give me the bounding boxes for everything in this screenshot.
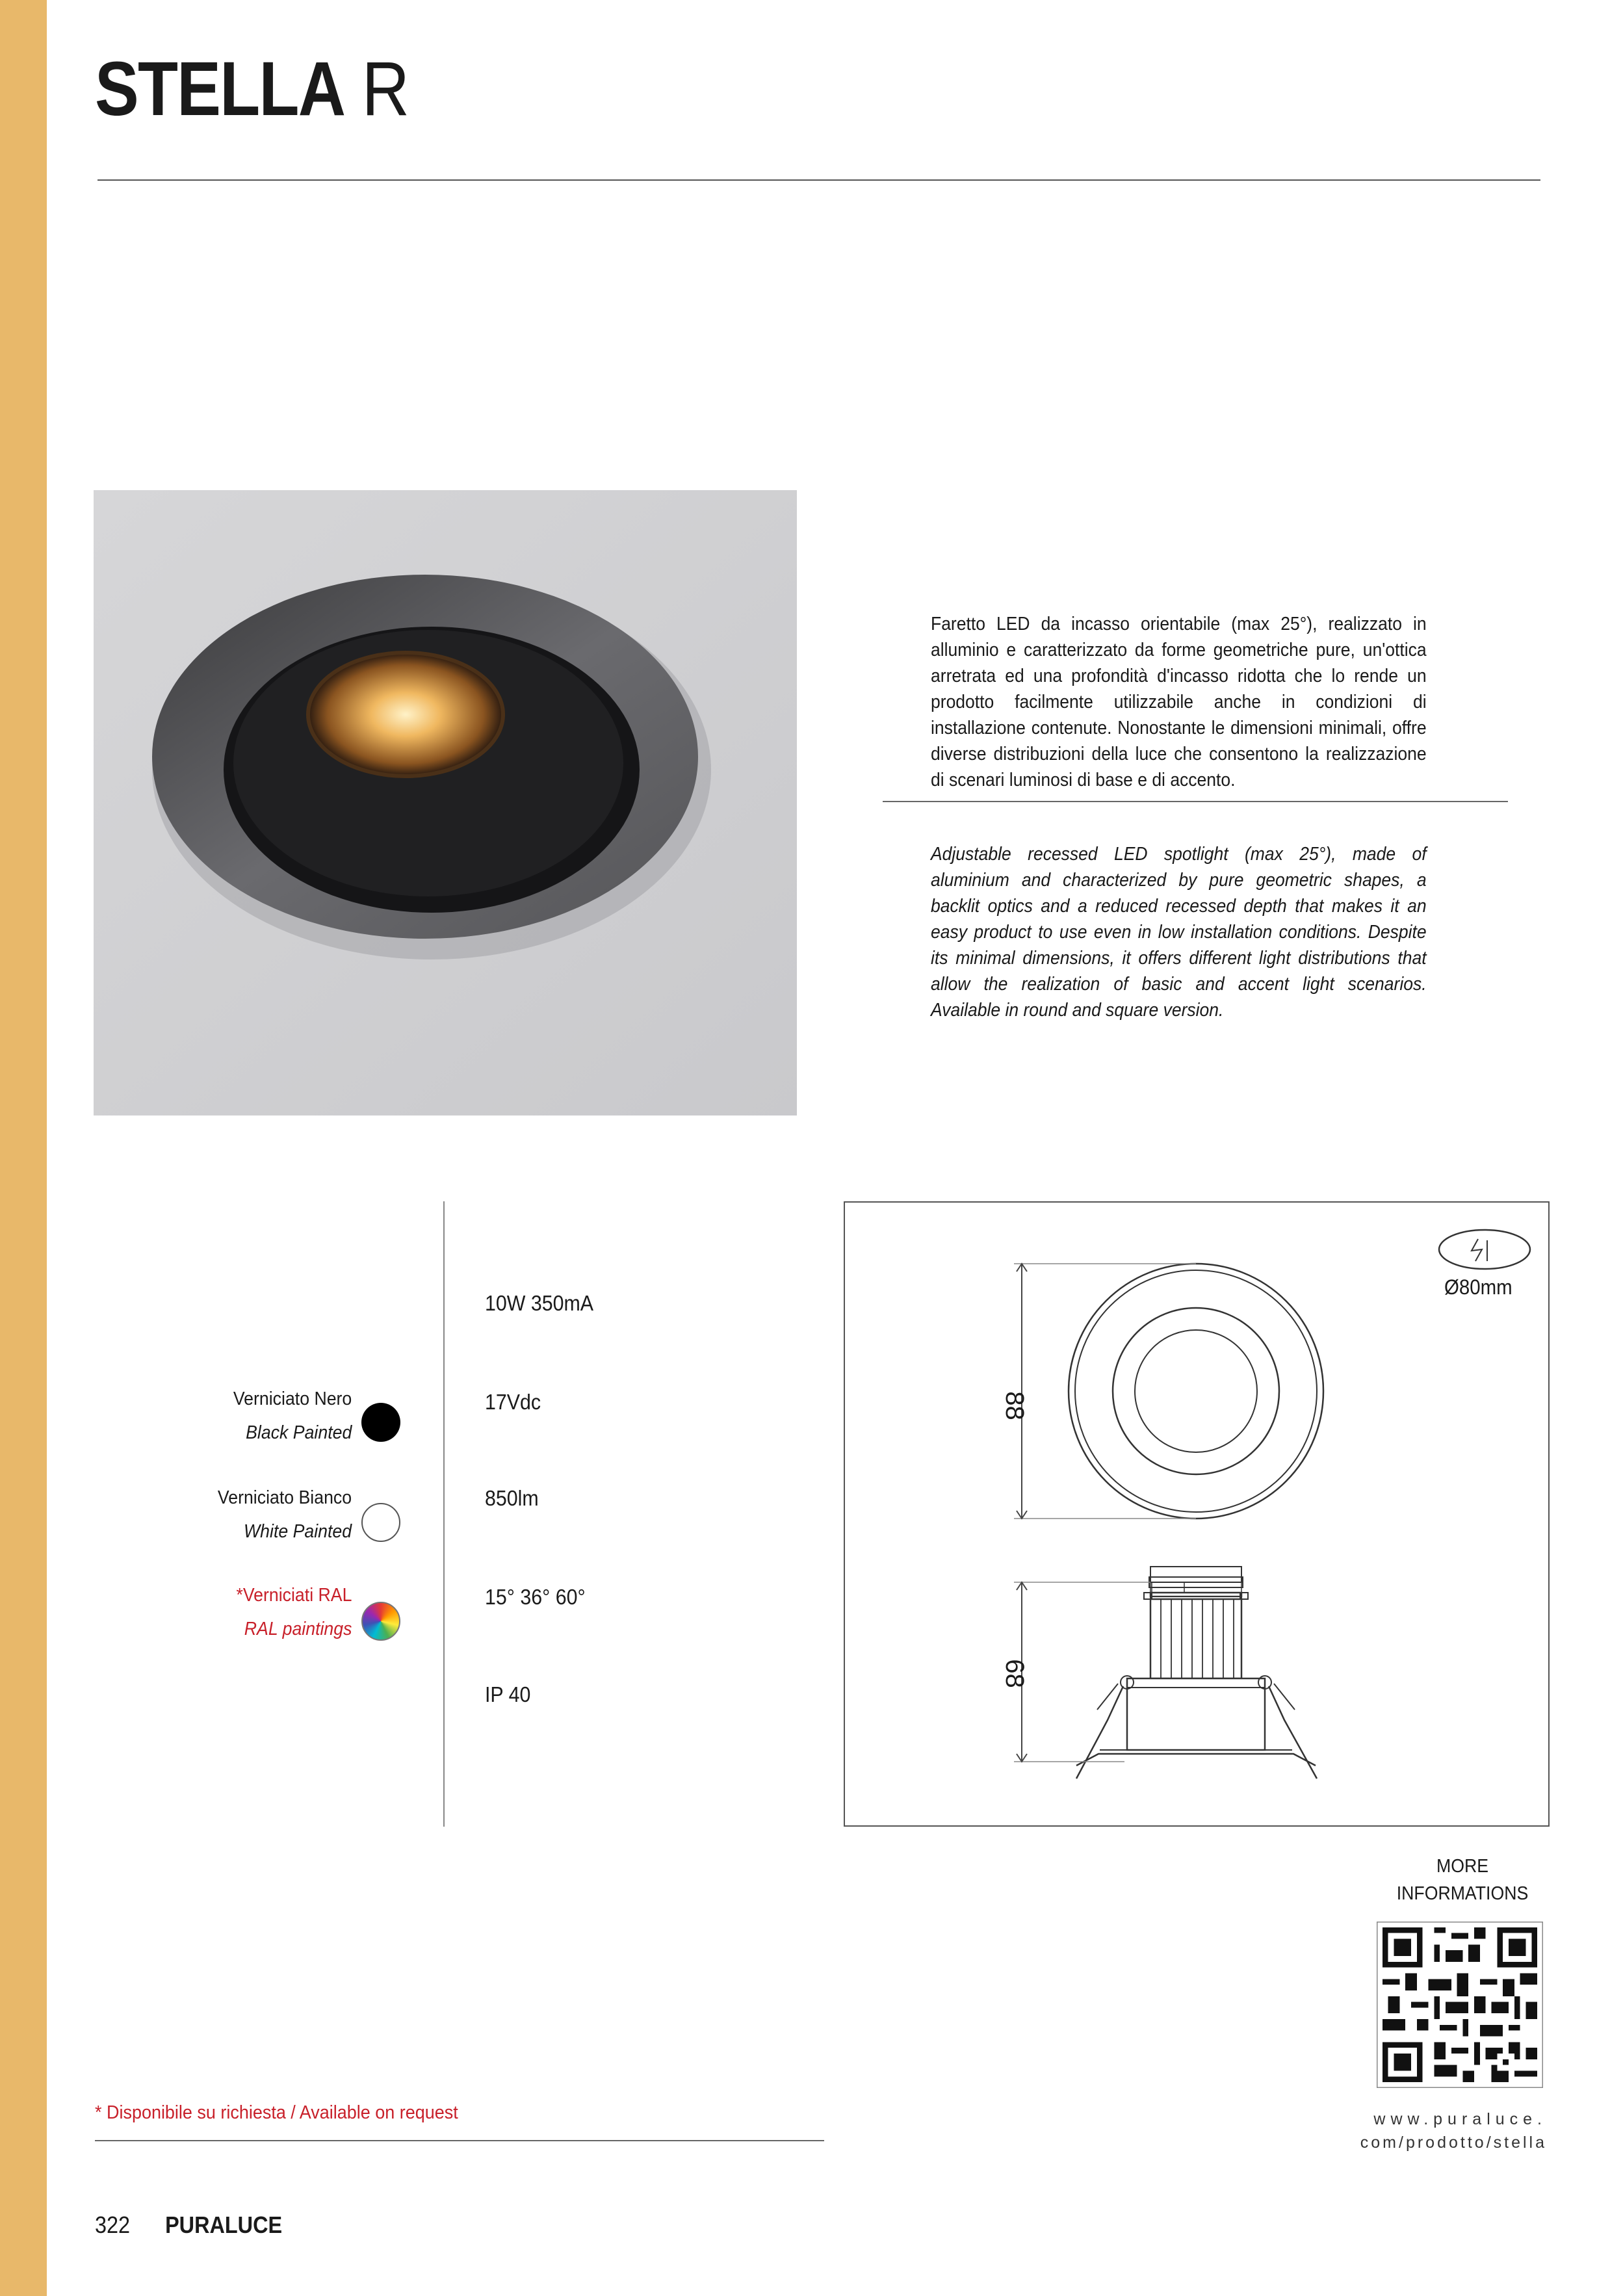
ral-swatch: [361, 1602, 400, 1641]
width-dimension: 88: [1000, 1391, 1029, 1420]
spec-lumen: 850lm: [485, 1486, 539, 1510]
spec-ip: IP 40: [485, 1682, 531, 1706]
note-divider: [95, 2140, 824, 2141]
side-color-band: [0, 0, 47, 2296]
description-italian: Faretto LED da incasso orientabile (max 25°), realizzato in alluminio e caratterizzato da forme geometriche pure, un'ottica arretrata ed una profondità d'incasso ridotta che lo rende un prodotto facilmente utilizzabile anche in condizioni di installazione contenute. Nonostante le dimensioni minimali, offre diverse distribuzioni della luce che consentono la realizzazione di scenari luminosi di base e di accento.: [931, 614, 1427, 790]
more-informations-label: [1373, 1853, 1552, 1907]
more-line-1: MORE: [1436, 1856, 1489, 1877]
spec-voltage: 17Vdc: [485, 1390, 541, 1414]
brand-name: PURALUCE: [165, 2211, 283, 2238]
page-footer: [95, 2211, 282, 2239]
recessed-cutout-icon: [1439, 1230, 1530, 1269]
finish-black-it: Verniciato Nero: [233, 1389, 352, 1409]
qr-code[interactable]: [1377, 1922, 1543, 2088]
black-swatch: [361, 1403, 400, 1442]
website-line-1: www.puraluce.: [1373, 2110, 1547, 2128]
website-line-2: com/prodotto/stella: [1360, 2133, 1547, 2152]
spec-beam: 15° 36° 60°: [485, 1585, 586, 1609]
title-light: R: [361, 46, 409, 132]
header-divider: [97, 179, 1540, 181]
finish-ral-it: *Verniciati RAL: [236, 1585, 352, 1606]
finish-black: [233, 1382, 352, 1450]
height-dimension: 68: [1000, 1659, 1029, 1688]
specs-divider: [443, 1201, 445, 1827]
cutout-dimension: Ø80mm: [1444, 1275, 1513, 1299]
technical-drawing: [844, 1201, 1550, 1827]
page-title: [95, 47, 408, 131]
finish-white-it: Verniciato Bianco: [217, 1487, 352, 1508]
product-photo: [94, 490, 797, 1115]
spec-power: 10W 350mA: [485, 1291, 594, 1315]
description-divider: [883, 801, 1508, 802]
title-bold: STELLA: [95, 46, 345, 132]
finish-white-en: White Painted: [243, 1521, 352, 1542]
availability-note: * Disponibile su richiesta / Available on request: [95, 2102, 458, 2123]
finish-ral-en: RAL paintings: [244, 1619, 352, 1639]
website-link[interactable]: [1339, 2107, 1547, 2154]
finish-white: [218, 1481, 352, 1548]
description-english: Adjustable recessed LED spotlight (max 25°), made of aluminium and characterized by pure geometric shapes, a backlit optics and a reduced recessed depth that makes it an easy product to use even in low installation conditions. Despite its minimal dimensions, it offers different light distributions that allow the realization of basic and accent light scenarios. Available in round and square version.: [931, 844, 1427, 1021]
white-swatch: [361, 1503, 400, 1542]
finish-black-en: Black Painted: [245, 1422, 352, 1443]
drawing-svg: [845, 1203, 1548, 1825]
page-number: 322: [95, 2211, 131, 2238]
more-line-2: INFORMATIONS: [1396, 1883, 1529, 1904]
finish-ral: [236, 1578, 352, 1646]
